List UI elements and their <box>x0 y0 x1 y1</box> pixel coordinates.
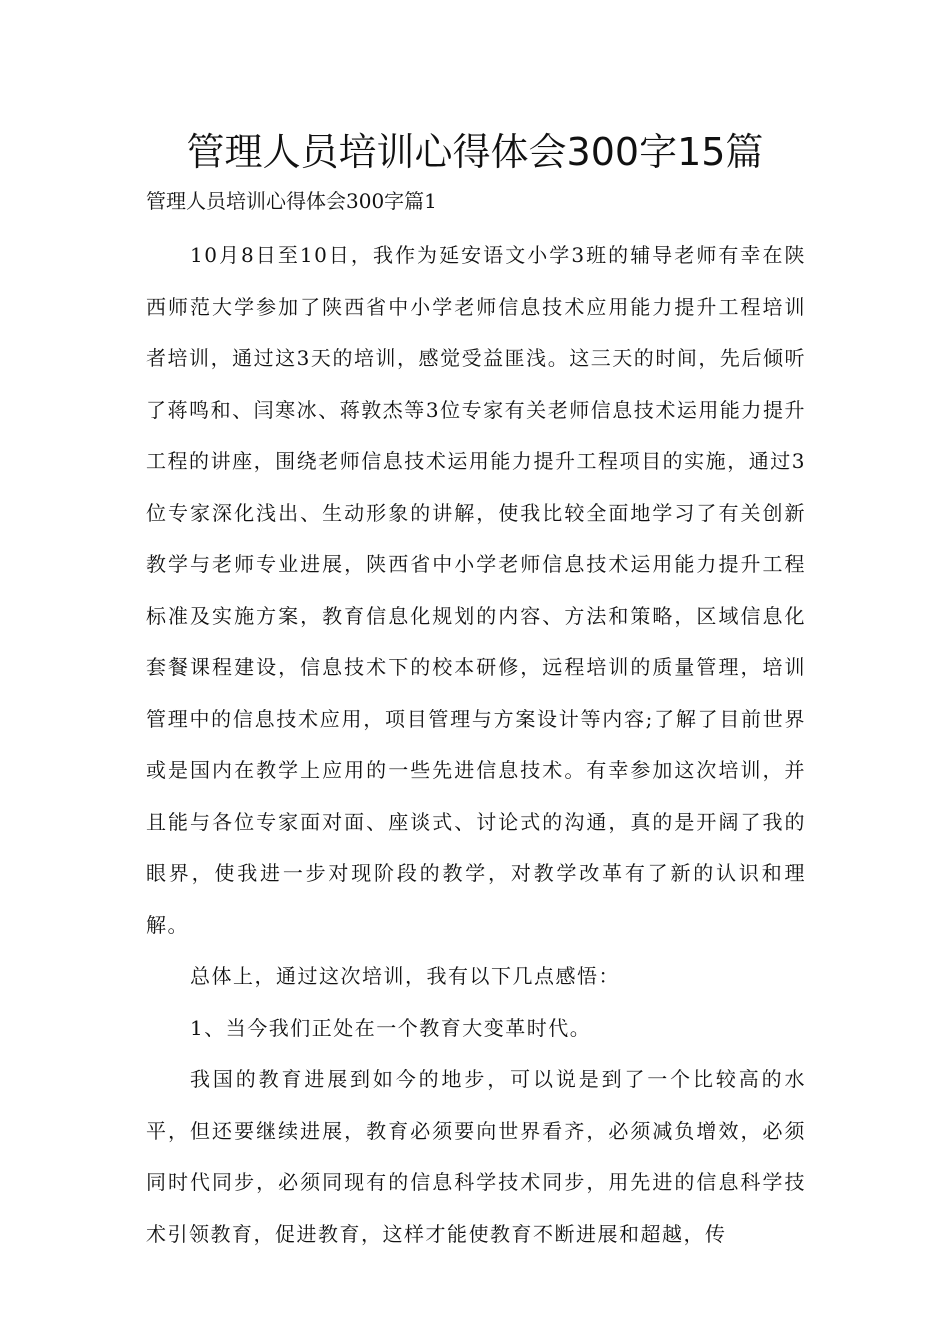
paragraph-intro: 10月8日至10日，我作为延安语文小学3班的辅导老师有幸在陕西师范大学参加了陕西省中小学老师信息技术应用能力提升工程培训者培训，通过这3天的培训，感觉受益匪浅。这三天的时间，先后倾听了蒋鸣和、闫寒冰、蒋敦杰等3位专家有关老师信息技术运用能力提升工程的讲座，围绕老师信息技术运用能力提升工程项目的实施，通过3位专家深化浅出、生动形象的讲解，使我比较全面地学习了有关创新教学与老师专业进展，陕西省中小学老师信息技术运用能力提升工程标准及实施方案，教育信息化规划的内容、方法和策略，区域信息化套餐课程建设，信息技术下的校本研修，远程培训的质量管理，培训管理中的信息技术应用，项目管理与方案设计等内容;了解了目前世界或是国内在教学上应用的一些先进信息技术。有幸参加这次培训，并且能与各位专家面对面、座谈式、讨论式的沟通，真的是开阔了我的眼界，使我进一步对现阶段的教学，对教学改革有了新的认识和理解。 <box>146 243 806 937</box>
document-title: 管理人员培训心得体会300字15篇 <box>186 130 764 174</box>
paragraph-summary: 总体上，通过这次培训，我有以下几点感悟： <box>190 964 620 988</box>
paragraph-point-1-detail: 我国的教育进展到如今的地步，可以说是到了一个比较高的水平，但还要继续进展，教育必须要向世界看齐，必须减负增效，必须同时代同步，必须同现有的信息科学技术同步，用先进的信息科学技术引领教育，促进教育，这样才能使教育不断进展和超越，传 <box>146 1067 806 1246</box>
paragraph-point-1: 1、当今我们正处在一个教育大变革时代。 <box>190 1015 592 1040</box>
section-heading: 管理人员培训心得体会300字篇1 <box>146 189 437 213</box>
document-body <box>146 230 806 1260</box>
